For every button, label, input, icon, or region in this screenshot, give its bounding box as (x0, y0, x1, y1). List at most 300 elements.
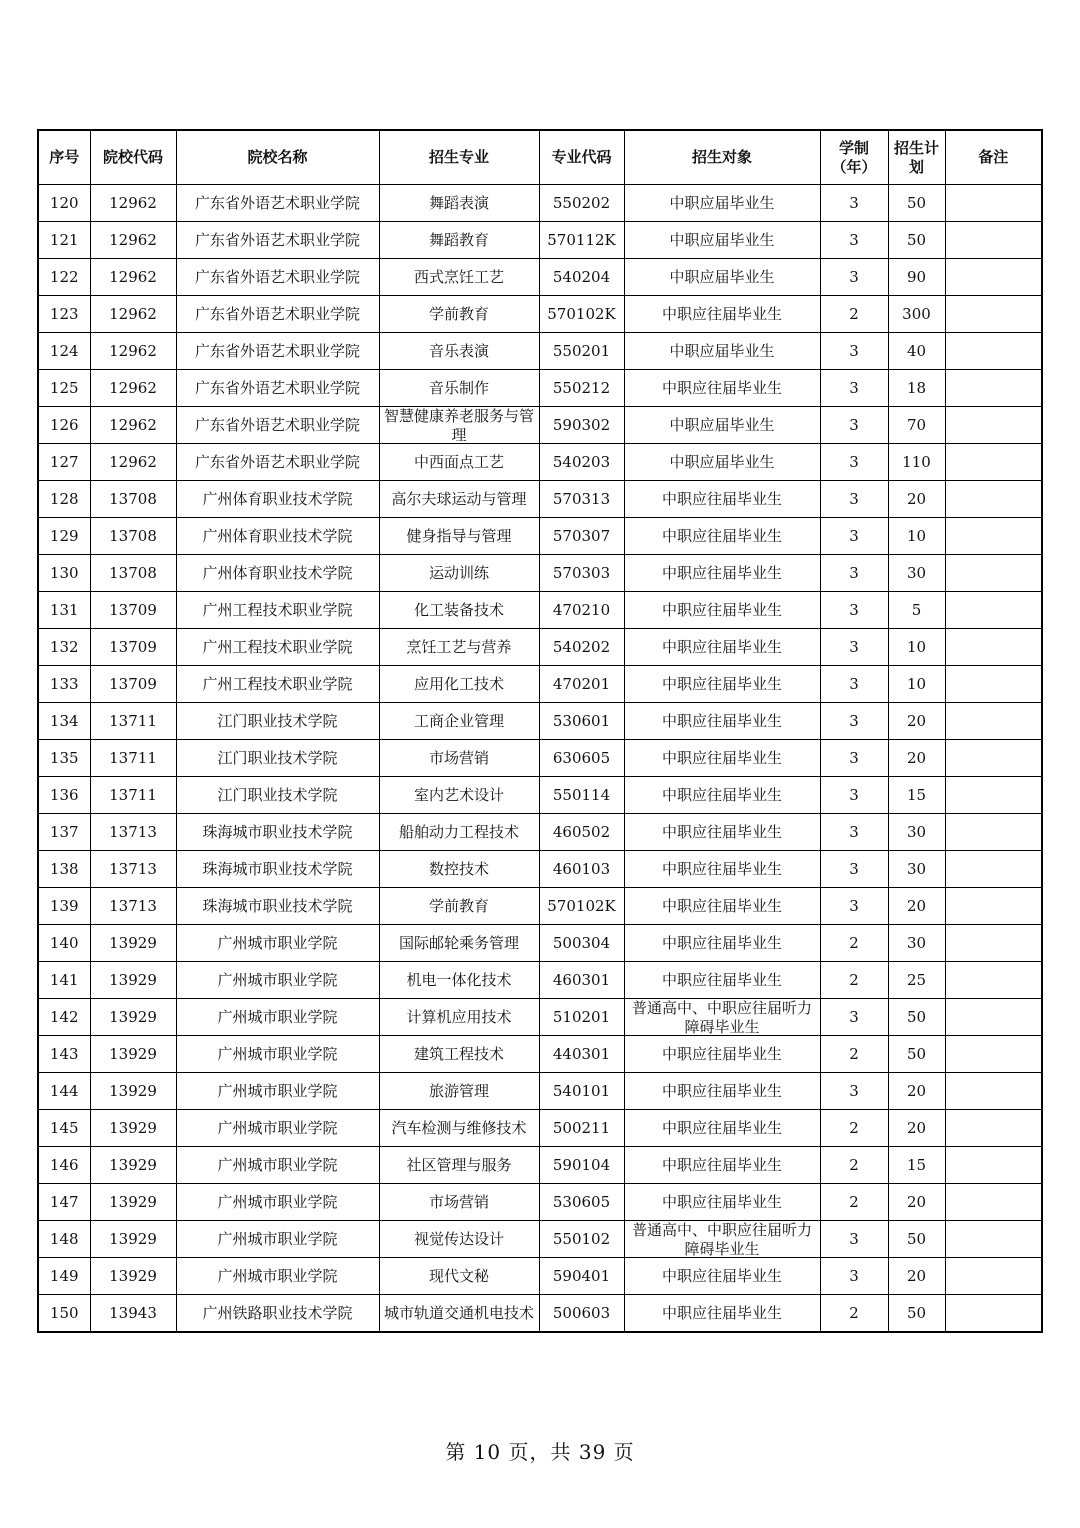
cell-remarks (945, 592, 1042, 629)
cell-duration (820, 555, 888, 592)
cell-text: 广州城市职业学院 (217, 1155, 338, 1174)
cell-text: 13929 (109, 970, 157, 989)
cell-school-code (90, 1258, 176, 1295)
cell-text: 470201 (552, 674, 611, 693)
cell-text: 2 (849, 970, 859, 989)
cell-text: 143 (49, 1044, 79, 1063)
cell-plan (888, 296, 945, 333)
cell-text: 128 (49, 489, 79, 508)
cell-text: 12962 (109, 452, 157, 471)
cell-text: 中职应届毕业生 (669, 230, 775, 249)
cell-major (379, 777, 539, 814)
cell-major (379, 222, 539, 259)
cell-text: 珠海城市职业技术学院 (202, 859, 353, 878)
cell-major (379, 1073, 539, 1110)
cell-plan (888, 740, 945, 777)
cell-duration (820, 1147, 888, 1184)
cell-major-code (539, 518, 624, 555)
cell-target (624, 703, 820, 740)
cell-seq (38, 888, 90, 925)
cell-school-name (176, 1073, 379, 1110)
cell-text: 50 (906, 1229, 927, 1248)
cell-remarks (945, 1147, 1042, 1184)
cell-text: 139 (49, 896, 79, 915)
cell-text: 149 (49, 1266, 79, 1285)
cell-text: 12962 (109, 304, 157, 323)
cell-text: 440301 (552, 1044, 611, 1063)
cell-remarks (945, 1036, 1042, 1073)
cell-school-code (90, 703, 176, 740)
cell-text: 510201 (552, 1007, 611, 1026)
cell-remarks (945, 814, 1042, 851)
cell-text: 音乐表演 (428, 341, 489, 360)
cell-target (624, 962, 820, 999)
cell-text: 136 (49, 785, 79, 804)
table-row (38, 888, 1042, 925)
cell-major-code (539, 888, 624, 925)
cell-seq (38, 777, 90, 814)
cell-seq (38, 1258, 90, 1295)
cell-duration (820, 370, 888, 407)
cell-text: 10 (906, 637, 927, 656)
cell-text: 20 (906, 1266, 927, 1285)
cell-text: 广州体育职业技术学院 (202, 563, 353, 582)
cell-target (624, 259, 820, 296)
cell-major-code (539, 259, 624, 296)
cell-text: 133 (49, 674, 79, 693)
cell-school-code (90, 481, 176, 518)
cell-text: 3 (849, 267, 859, 286)
cell-text: 13713 (109, 859, 157, 878)
cell-school-name (176, 185, 379, 222)
table-row (38, 1073, 1042, 1110)
cell-school-name (176, 1295, 379, 1333)
cell-school-name (176, 888, 379, 925)
cell-text: 13708 (109, 489, 157, 508)
cell-text: 中职应往届毕业生 (661, 600, 782, 619)
cell-major-code (539, 666, 624, 703)
cell-seq (38, 629, 90, 666)
cell-duration (820, 296, 888, 333)
cell-remarks (945, 1258, 1042, 1295)
cell-school-name (176, 703, 379, 740)
cell-remarks (945, 555, 1042, 592)
cell-plan (888, 888, 945, 925)
cell-text: 3 (849, 526, 859, 545)
cell-remarks (945, 666, 1042, 703)
cell-remarks (945, 481, 1042, 518)
cell-text: 广东省外语艺术职业学院 (194, 452, 360, 471)
cell-plan (888, 1184, 945, 1221)
cell-text: 数控技术 (428, 859, 489, 878)
cell-remarks (945, 407, 1042, 444)
cell-text: 5 (911, 600, 922, 619)
cell-text: 中职应往届毕业生 (661, 1155, 782, 1174)
cell-school-code (90, 1221, 176, 1258)
cell-seq (38, 962, 90, 999)
cell-remarks (945, 444, 1042, 481)
cell-plan (888, 259, 945, 296)
cell-text: 广州城市职业学院 (217, 933, 338, 952)
cell-text: 90 (906, 267, 927, 286)
cell-text: 127 (49, 452, 79, 471)
cell-major-code (539, 962, 624, 999)
cell-major (379, 555, 539, 592)
cell-major (379, 814, 539, 851)
cell-text: 126 (49, 415, 79, 434)
cell-text: 广东省外语艺术职业学院 (194, 267, 360, 286)
cell-major-code (539, 296, 624, 333)
cell-text: 化工装备技术 (413, 600, 504, 619)
cell-text: 20 (906, 711, 927, 730)
cell-major (379, 925, 539, 962)
cell-text: 590104 (552, 1155, 611, 1174)
cell-text: 广东省外语艺术职业学院 (194, 193, 360, 212)
cell-school-name (176, 1221, 379, 1258)
cell-duration (820, 962, 888, 999)
cell-school-name (176, 444, 379, 481)
cell-school-name (176, 925, 379, 962)
cell-remarks (945, 777, 1042, 814)
cell-text: 中职应往届毕业生 (661, 1303, 782, 1322)
cell-text: 中职应届毕业生 (669, 341, 775, 360)
cell-text: 460502 (552, 822, 611, 841)
cell-plan (888, 777, 945, 814)
cell-text: 15 (906, 1155, 927, 1174)
cell-text: 110 (902, 452, 931, 471)
cell-text: 3 (849, 378, 859, 397)
cell-text: 131 (49, 600, 79, 619)
cell-school-code (90, 851, 176, 888)
cell-school-code (90, 888, 176, 925)
cell-text: 中职应往届毕业生 (661, 1044, 782, 1063)
cell-target (624, 740, 820, 777)
cell-major-code (539, 481, 624, 518)
cell-plan (888, 222, 945, 259)
cell-text: 中职应往届毕业生 (661, 1118, 782, 1137)
cell-duration (820, 1036, 888, 1073)
cell-text: 3 (849, 1229, 859, 1248)
cell-target (624, 814, 820, 851)
cell-text: 25 (906, 970, 927, 989)
cell-plan (888, 1147, 945, 1184)
table-row (38, 851, 1042, 888)
cell-duration (820, 999, 888, 1036)
cell-remarks (945, 851, 1042, 888)
cell-remarks (945, 370, 1042, 407)
cell-target (624, 592, 820, 629)
cell-text: 学前教育 (428, 304, 489, 323)
cell-duration (820, 592, 888, 629)
cell-text: 13929 (109, 1155, 157, 1174)
cell-target (624, 925, 820, 962)
cell-major (379, 999, 539, 1036)
cell-text: 中职应往届毕业生 (661, 637, 782, 656)
cell-text: 广州城市职业学院 (217, 1229, 338, 1248)
cell-target (624, 1036, 820, 1073)
cell-school-code (90, 555, 176, 592)
cell-plan (888, 333, 945, 370)
cell-text: 137 (49, 822, 79, 841)
cell-major-code (539, 592, 624, 629)
cell-text: 570102K (547, 304, 616, 323)
cell-text: 3 (849, 711, 859, 730)
cell-text: 550102 (552, 1229, 611, 1248)
cell-text: 2 (849, 1155, 859, 1174)
cell-text: 学前教育 (428, 896, 489, 915)
cell-duration (820, 851, 888, 888)
cell-text: 广东省外语艺术职业学院 (194, 378, 360, 397)
cell-text: 3 (849, 822, 859, 841)
cell-text: 3 (849, 452, 859, 471)
cell-text: 烹饪工艺与营养 (406, 637, 512, 656)
cell-school-code (90, 518, 176, 555)
table-row (38, 444, 1042, 481)
cell-text: 50 (906, 193, 927, 212)
cell-target (624, 888, 820, 925)
cell-text: 540202 (552, 637, 611, 656)
cell-text: 550212 (552, 378, 611, 397)
page-number: 第 10 页，共 39 页 (445, 1440, 635, 1464)
cell-text: 3 (849, 489, 859, 508)
cell-school-code (90, 370, 176, 407)
cell-seq (38, 185, 90, 222)
cell-duration (820, 444, 888, 481)
cell-text: 江门职业技术学院 (217, 785, 338, 804)
table-row (38, 407, 1042, 444)
cell-text: 132 (49, 637, 79, 656)
cell-text: 12962 (109, 415, 157, 434)
cell-school-code (90, 259, 176, 296)
table-row (38, 814, 1042, 851)
cell-seq (38, 1110, 90, 1147)
cell-text: 中职应届毕业生 (669, 267, 775, 286)
cell-text: 12962 (109, 193, 157, 212)
cell-school-name (176, 1110, 379, 1147)
cell-text: 12962 (109, 378, 157, 397)
cell-plan (888, 185, 945, 222)
cell-major (379, 703, 539, 740)
cell-text: 中职应往届毕业生 (661, 933, 782, 952)
cell-text: 广州工程技术职业学院 (202, 600, 353, 619)
cell-target (624, 333, 820, 370)
cell-major-code (539, 333, 624, 370)
cell-text: 12962 (109, 230, 157, 249)
cell-text: 148 (49, 1229, 79, 1248)
cell-text: 50 (906, 1303, 927, 1322)
cell-plan (888, 1221, 945, 1258)
cell-text: 广东省外语艺术职业学院 (194, 230, 360, 249)
cell-school-code (90, 666, 176, 703)
cell-major (379, 481, 539, 518)
cell-text: 中职应往届毕业生 (661, 674, 782, 693)
cell-school-code (90, 1110, 176, 1147)
cell-target (624, 1221, 820, 1258)
cell-text: 130 (49, 563, 79, 582)
cell-target (624, 296, 820, 333)
cell-seq (38, 481, 90, 518)
cell-duration (820, 185, 888, 222)
table-row (38, 555, 1042, 592)
table-row (38, 1184, 1042, 1221)
cell-seq (38, 740, 90, 777)
cell-text: 50 (906, 230, 927, 249)
cell-school-code (90, 592, 176, 629)
cell-seq (38, 222, 90, 259)
cell-text: 20 (906, 1118, 927, 1137)
cell-text: 13709 (109, 674, 157, 693)
cell-remarks (945, 1295, 1042, 1333)
cell-seq (38, 1036, 90, 1073)
header-duration: 学制（年） (820, 130, 888, 185)
cell-school-code (90, 740, 176, 777)
cell-school-code (90, 1036, 176, 1073)
cell-remarks (945, 518, 1042, 555)
cell-text: 540203 (552, 452, 611, 471)
cell-text: 中职应往届毕业生 (661, 1266, 782, 1285)
cell-text: 3 (849, 1266, 859, 1285)
header-plan: 招生计划 (888, 130, 945, 185)
cell-text: 13708 (109, 526, 157, 545)
cell-text: 550201 (552, 341, 611, 360)
cell-text: 500304 (552, 933, 611, 952)
table-header-row (38, 130, 1042, 185)
header-target: 招生对象 (624, 130, 820, 185)
cell-seq (38, 1221, 90, 1258)
cell-text: 机电一体化技术 (406, 970, 512, 989)
cell-duration (820, 222, 888, 259)
cell-plan (888, 518, 945, 555)
cell-text: 3 (849, 637, 859, 656)
cell-school-name (176, 518, 379, 555)
cell-major-code (539, 370, 624, 407)
cell-major (379, 1295, 539, 1333)
cell-text: 智慧健康养老服务与管理 (383, 407, 534, 443)
cell-duration (820, 666, 888, 703)
cell-text: 500603 (552, 1303, 611, 1322)
cell-plan (888, 481, 945, 518)
cell-plan (888, 1036, 945, 1073)
cell-text: 20 (906, 748, 927, 767)
table-row (38, 1258, 1042, 1295)
cell-text: 3 (849, 785, 859, 804)
cell-remarks (945, 1073, 1042, 1110)
cell-duration (820, 1184, 888, 1221)
cell-text: 舞蹈教育 (428, 230, 489, 249)
cell-seq (38, 703, 90, 740)
cell-major (379, 1110, 539, 1147)
cell-text: 3 (849, 1081, 859, 1100)
cell-duration (820, 333, 888, 370)
cell-plan (888, 703, 945, 740)
cell-seq (38, 444, 90, 481)
cell-text: 3 (849, 859, 859, 878)
cell-text: 142 (49, 1007, 79, 1026)
table-row (38, 185, 1042, 222)
cell-major-code (539, 1073, 624, 1110)
cell-text: 570307 (552, 526, 611, 545)
cell-major (379, 1147, 539, 1184)
cell-text: 530601 (552, 711, 611, 730)
cell-plan (888, 592, 945, 629)
cell-major-code (539, 185, 624, 222)
cell-major-code (539, 444, 624, 481)
cell-text: 江门职业技术学院 (217, 711, 338, 730)
cell-text: 550202 (552, 193, 611, 212)
cell-duration (820, 777, 888, 814)
table-row (38, 1295, 1042, 1333)
cell-text: 460301 (552, 970, 611, 989)
cell-text: 普通高中、中职应往届听力障碍毕业生 (631, 1221, 812, 1257)
cell-text: 590401 (552, 1266, 611, 1285)
table-row (38, 777, 1042, 814)
cell-text: 500211 (552, 1118, 611, 1137)
cell-school-name (176, 814, 379, 851)
cell-text: 540204 (552, 267, 611, 286)
cell-school-code (90, 629, 176, 666)
cell-seq (38, 592, 90, 629)
cell-text: 健身指导与管理 (406, 526, 512, 545)
table-row (38, 296, 1042, 333)
cell-text: 50 (906, 1044, 927, 1063)
cell-text: 10 (906, 526, 927, 545)
cell-remarks (945, 1110, 1042, 1147)
cell-school-code (90, 185, 176, 222)
cell-school-code (90, 925, 176, 962)
cell-text: 广州铁路职业技术学院 (202, 1303, 353, 1322)
cell-text: 广州工程技术职业学院 (202, 674, 353, 693)
cell-remarks (945, 333, 1042, 370)
cell-seq (38, 999, 90, 1036)
cell-text: 室内艺术设计 (413, 785, 504, 804)
cell-text: 社区管理与服务 (406, 1155, 512, 1174)
cell-text: 530605 (552, 1192, 611, 1211)
cell-text: 现代文秘 (428, 1266, 489, 1285)
cell-school-name (176, 851, 379, 888)
cell-seq (38, 333, 90, 370)
cell-text: 中职应往届毕业生 (661, 785, 782, 804)
cell-duration (820, 1221, 888, 1258)
cell-text: 15 (906, 785, 927, 804)
cell-text: 13929 (109, 1192, 157, 1211)
cell-text: 470210 (552, 600, 611, 619)
cell-text: 计算机应用技术 (406, 1007, 512, 1026)
cell-target (624, 222, 820, 259)
cell-text: 135 (49, 748, 79, 767)
cell-text: 高尔夫球运动与管理 (391, 489, 527, 508)
cell-target (624, 851, 820, 888)
cell-text: 13713 (109, 896, 157, 915)
cell-plan (888, 1295, 945, 1333)
table-row (38, 1036, 1042, 1073)
cell-text: 3 (849, 896, 859, 915)
cell-text: 570102K (547, 896, 616, 915)
cell-text: 13709 (109, 600, 157, 619)
cell-school-code (90, 999, 176, 1036)
cell-text: 13929 (109, 1266, 157, 1285)
cell-remarks (945, 925, 1042, 962)
cell-text: 广州城市职业学院 (217, 1192, 338, 1211)
table-row (38, 518, 1042, 555)
cell-text: 10 (906, 674, 927, 693)
cell-text: 视觉传达设计 (413, 1229, 504, 1248)
cell-major (379, 518, 539, 555)
cell-text: 2 (849, 1118, 859, 1137)
cell-text: 中职应往届毕业生 (661, 1081, 782, 1100)
cell-text: 市场营销 (428, 748, 489, 767)
cell-text: 630605 (552, 748, 611, 767)
cell-text: 中职应往届毕业生 (661, 711, 782, 730)
